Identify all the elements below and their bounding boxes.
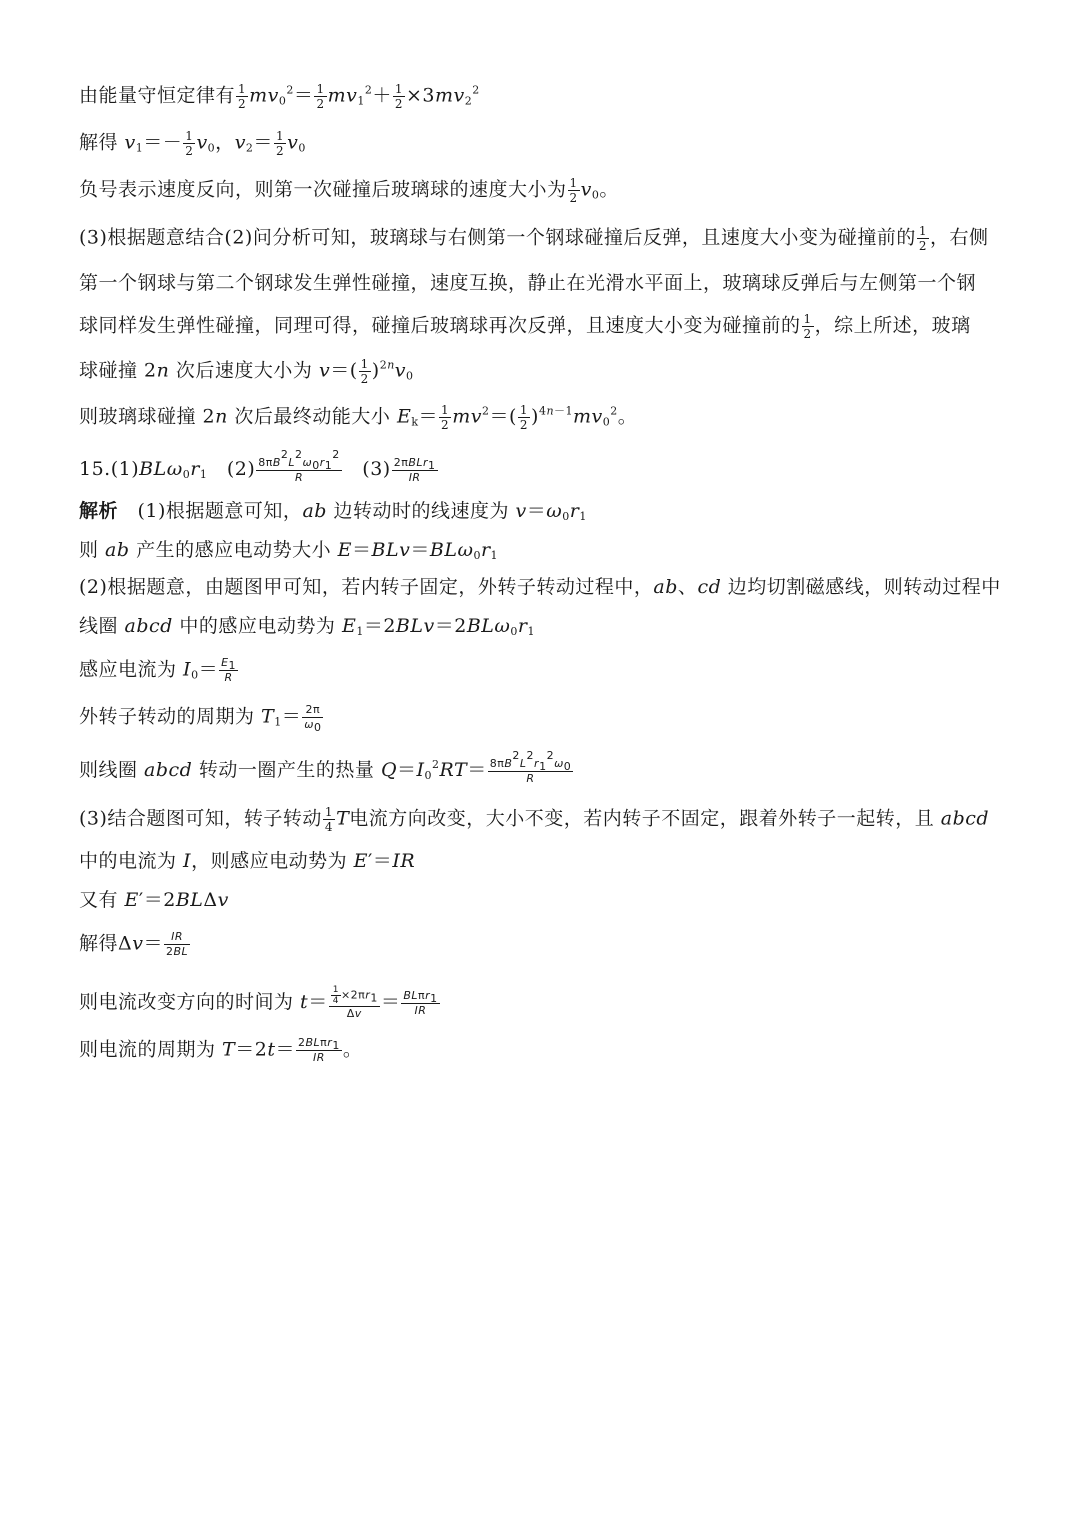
emf-line: 则 ab 产生的感应电动势大小 $E=BLv=BL\omega_0r_1$ — [79, 539, 499, 562]
text-segment: 。 — [342, 1038, 363, 1061]
text-segment: 15.(1) — [79, 458, 140, 480]
text-segment: 产生的感应电动势大小 — [129, 539, 338, 561]
text-segment: (2)根据题意，由题图甲可知，若内转子固定，外转子转动过程中， — [79, 576, 654, 598]
text-segment: ，右侧 — [929, 226, 989, 249]
text-segment: 解得 — [79, 131, 125, 154]
text-segment: 则电流改变方向的时间为 — [79, 991, 301, 1013]
emf-delta-line: 又有 E′＝2BLΔv — [79, 889, 229, 911]
text-segment: 则 — [79, 539, 106, 561]
text-segment: 中的电流为 — [79, 850, 184, 872]
fraction: $\frac{2\pi BLr_1}{IR}$ — [393, 455, 436, 484]
analysis-part1-line: 解析 (1)根据题意可知，ab 边转动时的线速度为 $v=\omega_0r_1$ — [79, 500, 587, 523]
fraction: $\frac{1}{2}$ — [569, 176, 578, 205]
period-line: 外转子转动的周期为 $T_1=$ $\frac{2\pi}{\omega_0}$ — [79, 703, 322, 734]
text-segment: (1)根据题意可知， — [118, 500, 303, 522]
text-segment: 边均切割磁感线，则转动过程中 — [721, 576, 1001, 598]
text-segment: 转动一圈产生的热量 — [192, 759, 381, 781]
current-line: 感应电流为 $I_0=$ $\frac{E_1}{R}$ — [79, 656, 237, 684]
current-period-line: 则电流的周期为 T＝2t＝ $\frac{2BL\pi r_1}{IR}$ 。 — [79, 1036, 363, 1064]
text-segment: 次后速度大小为 — [169, 359, 319, 382]
text-segment: (3)结合题图可知，转子转动 — [79, 807, 322, 830]
fraction: $\frac{2\pi}{\omega_0}$ — [304, 703, 322, 734]
text-segment: 电流方向改变，大小不变，若内转子不固定，跟着外转子一起转，且 — [349, 807, 941, 830]
velocity-sign-line: 负号表示速度反向，则第一次碰撞后玻璃球的速度大小为 $\frac{1}{2}$ $v_0$。 — [79, 176, 619, 205]
fraction: $\frac{1}{2}$ — [803, 312, 812, 341]
text-segment: 则线圈 — [79, 759, 145, 781]
fraction: $\frac{1}{4}$ — [332, 985, 339, 1006]
fraction: $\frac{BL\pi r_1}{IR}$ — [403, 988, 438, 1017]
fraction: $\frac{2BL\pi r_1}{IR}$ — [297, 1036, 340, 1064]
fraction: $\frac{E_1}{R}$ — [221, 656, 237, 684]
text-segment: 中的感应电动势为 — [172, 615, 342, 637]
text-segment: 外转子转动的周期为 — [79, 705, 262, 728]
text-segment: 感应电流为 — [79, 658, 184, 681]
induced-emf-line: 中的电流为 I，则感应电动势为 E′＝IR — [79, 850, 416, 872]
text-segment: 球碰撞 2 — [79, 359, 157, 382]
fraction: $\frac{1}{2}$ — [185, 129, 194, 158]
text-segment: ，综上所述，玻璃 — [814, 314, 971, 337]
text-segment: 则玻璃球碰撞 2 — [79, 405, 216, 428]
fraction: $\frac{1}{2}$ — [441, 403, 450, 432]
part3-rotor-line: (3)结合题图可知，转子转动 $\frac{1}{4}$ T电流方向改变，大小不变，若内转子不固定，跟着外转子一起转，且 abcd — [79, 805, 990, 834]
text-segment: 边转动时的线速度为 — [326, 500, 516, 522]
text-segment: 第一个钢球与第二个钢球发生弹性碰撞，速度互换，静止在光滑水平面上，玻璃球反弹后与左侧第一个钢 — [79, 272, 977, 294]
fraction: $\frac{1}{4}$ — [324, 805, 334, 834]
delta-v-line: 解得Δv＝ $\frac{IR}{2BL}$ — [79, 930, 189, 958]
fraction: $\frac{8\pi B^2L^2r_1^2\omega_0}{R}$ — [489, 749, 572, 785]
fraction: $\frac{8\pi B^2L^2\omega_0r_1^2}{R}$ — [258, 448, 340, 484]
energy-conservation-line: 由能量守恒定律有 $\frac{1}{2}$ $mv_0^2=$ $\frac{1}{2}$ $mv_1^2+$ $\frac{1}{2}$ $\times 3mv_2^2$ — [79, 82, 480, 111]
text-segment: (3)根据题意结合(2)问分析可知，玻璃球与右侧第一个钢球碰撞后反弹，且速度大小变为碰撞前的 — [79, 226, 916, 249]
fraction: $\frac{1}{4}$ $\times 2\pi r_1$ Δv — [329, 985, 380, 1021]
text-segment: 又有 — [79, 889, 125, 911]
heat-line: 则线圈 abcd 转动一圈产生的热量 $Q=I_0^2RT=$ $\frac{8\pi B^2L^2r_1^2\omega_0}{R}$ — [79, 749, 572, 785]
text-segment: 负号表示速度反向，则第一次碰撞后玻璃球的速度大小为 — [79, 178, 567, 201]
text-segment: 解得 — [79, 932, 119, 955]
kinetic-energy-line: 则玻璃球碰撞 2n 次后最终动能大小 $E_k=$ $\frac{1}{2}$ $mv^2=$( $\frac{1}{2}$ )$^{4n-1}mv_0^2$。 — [79, 403, 638, 432]
coil-emf-line: 线圈 abcd 中的感应电动势为 $E_1=2BLv=2BL\omega_0r_1$ — [79, 615, 535, 638]
part3-analysis-line — [79, 224, 1020, 253]
part2-line: (2)根据题意，由题图甲可知，若内转子固定，外转子转动过程中，ab、cd 边均切割磁感线，则转动过程中 — [79, 576, 1001, 598]
fraction: $\frac{1}{2}$ — [238, 82, 247, 111]
fraction: $\frac{1}{2}$ — [519, 403, 529, 432]
fraction: $\frac{1}{2}$ — [275, 129, 285, 158]
text-segment: 则电流的周期为 — [79, 1038, 223, 1061]
solution-velocity-line: 解得 $v_1=-$ $\frac{1}{2}$ $v_0$，$v_2=$ $\frac{1}{2}$ $v_0$ — [79, 129, 306, 158]
text-segment: 由能量守恒定律有 — [79, 84, 236, 107]
part3-analysis-line — [79, 270, 1020, 296]
answer-15-line: $15.(1)BL\omega_0r_1$ (2) $\frac{8\pi B^2L^2\omega_0r_1^2}{R}$ (3) $\frac{2\pi BLr_1}{IR}$ — [79, 448, 436, 484]
fraction: $\frac{1}{2}$ — [918, 224, 927, 253]
part3-analysis-line — [79, 312, 1020, 341]
text-segment: 次后最终动能大小 — [227, 405, 397, 428]
text-segment: ，则感应电动势为 — [191, 850, 354, 872]
speed-after-2n-line: 球碰撞 2n 次后速度大小为 v＝( $\frac{1}{2}$ )$^{2n}v_0$ — [79, 357, 414, 386]
analysis-heading: 解析 — [79, 500, 119, 522]
fraction: $\frac{1}{2}$ — [394, 82, 403, 111]
text-segment: 球同样发生弹性碰撞，同理可得，碰撞后玻璃球再次反弹，且速度大小变为碰撞前的 — [79, 314, 801, 337]
fraction: $\frac{1}{2}$ — [316, 82, 325, 111]
reversal-time-line: 则电流改变方向的时间为 t＝ $\frac{1}{4}$ $\times 2\pi r_1$ Δv ＝ $\frac{BL\pi r_1}{IR}$ — [79, 985, 438, 1020]
fraction: $\frac{1}{2}$ — [360, 357, 369, 386]
text-segment: 线圈 — [79, 615, 125, 637]
fraction: $\frac{IR}{2BL}$ — [166, 930, 189, 958]
